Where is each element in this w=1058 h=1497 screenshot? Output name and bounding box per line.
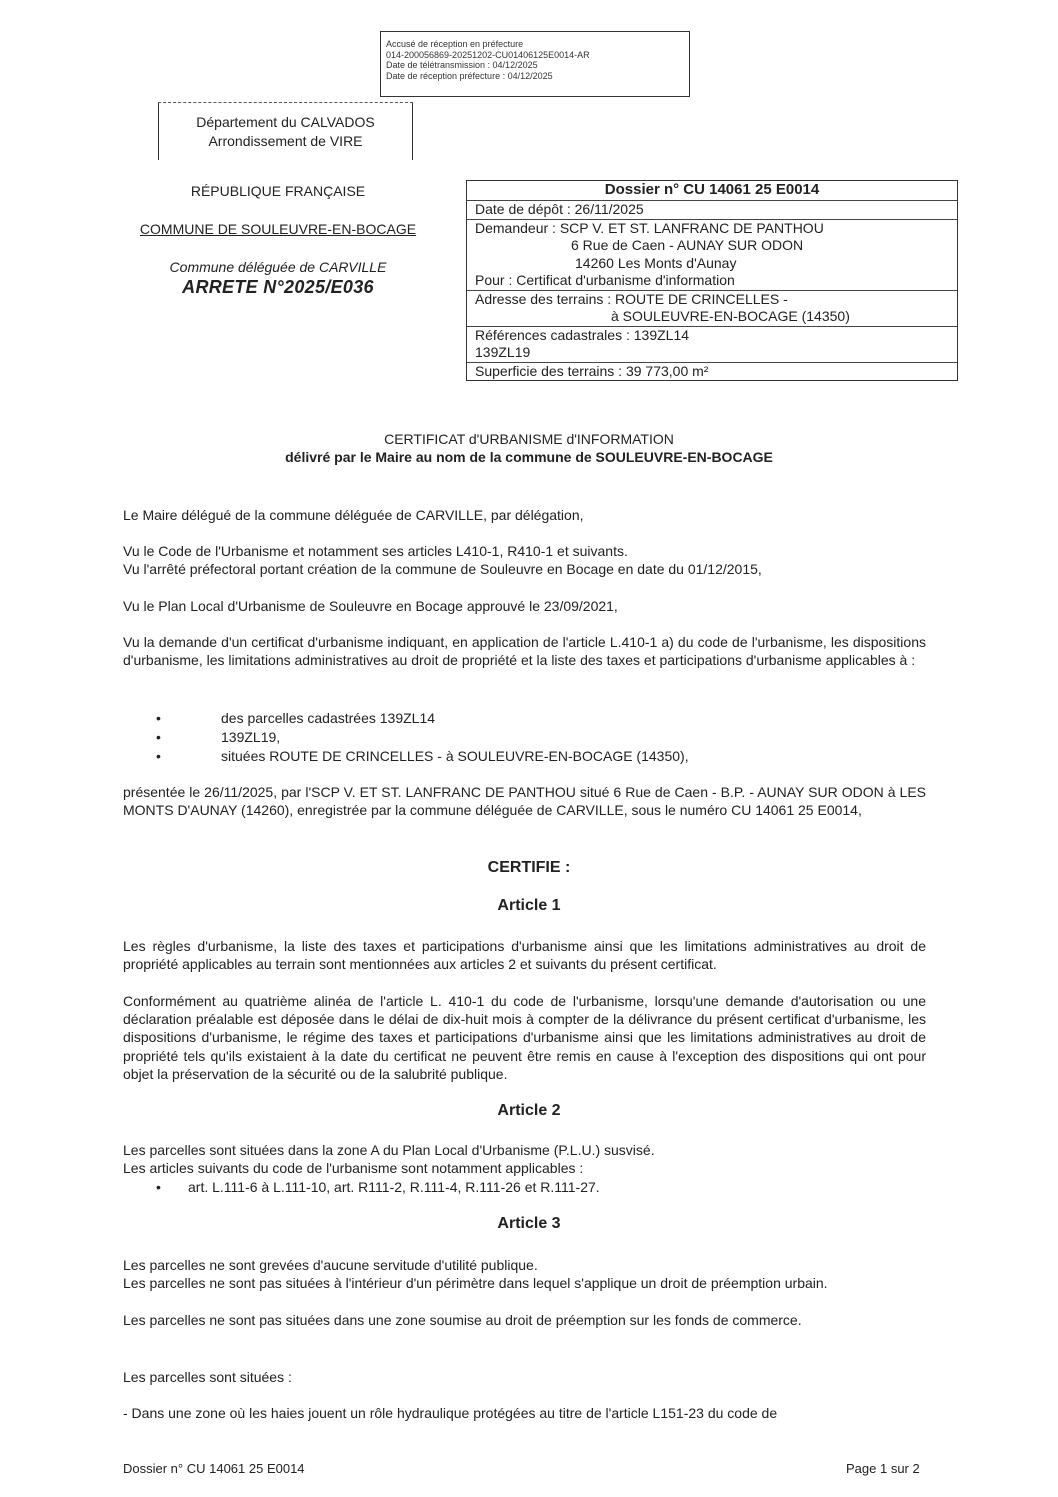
department-name: Département du CALVADOS (196, 114, 375, 130)
references-block (467, 327, 957, 363)
presentee-paragraph: présentée le 26/11/2025, par l'SCP V. ET ST. LANFRANC DE PANTHOU situé 6 Rue de Caen - B.P. - AUNAY SUR ODON à LES MONTS D'AUNAY (14260), enregistrée par la commune déléguée de CARVILLE, sous le numéro CU 14061 25 E0014, (123, 784, 926, 819)
list-item-text: art. L.111-6 à L.111-10, art. R111-2, R.111-4, R.111-26 et R.111-27. (188, 1179, 600, 1195)
vu-paragraph: Vu le Code de l'Urbanisme et notamment ses articles L410-1, R410-1 et suivants. (123, 543, 628, 559)
demandeur-line: 14260 Les Monts d'Aunay (575, 254, 737, 271)
article-1-paragraph: Les règles d'urbanisme, la liste des taxes et participations d'urbanisme ainsi que les limitations administratives au droit de propriété applicables au terrain sont mentionnées aux articles 2 et suivants du présent certificat. (123, 938, 926, 973)
document-subtitle: délivré par le Maire au nom de la commune de SOULEUVRE-EN-BOCAGE (285, 449, 773, 465)
article-3-paragraph: Les parcelles ne sont pas situées dans une zone soumise au droit de préemption sur les fonds de commerce. (123, 1312, 802, 1328)
references-line: 139ZL19 (475, 344, 531, 360)
article-3-paragraph: Les parcelles ne sont pas situées à l'intérieur d'un périmètre dans lequel s'applique un droit de préemption urbain. (123, 1275, 828, 1291)
department-box (158, 102, 413, 160)
list-item-text: des parcelles cadastrées 139ZL14 (221, 710, 436, 726)
haies-paragraph: - Dans une zone où les haies jouent un rôle hydraulique protégées au titre de l'article L151-23 du code de (123, 1405, 778, 1421)
vu-paragraph: Vu la demande d'un certificat d'urbanisme indiquant, en application de l'article L.410-1 a) du code de l'urbanisme, les dispositions d'urbanisme, les limitations administratives au droit de propriété et la liste des taxes et participations d'urbanisme applicables à : (123, 634, 926, 669)
adresse-line: à SOULEUVRE-EN-BOCAGE (14350) (611, 308, 850, 324)
superficie: Superficie des terrains : 39 773,00 m² (475, 362, 709, 379)
maire-paragraph: Le Maire délégué de la commune déléguée de CARVILLE, par délégation, (123, 507, 584, 523)
republic-heading: RÉPUBLIQUE FRANÇAISE (190, 183, 366, 199)
deleguee-heading: Commune déléguée de CARVILLE (169, 259, 387, 275)
article-3-paragraph: Les parcelles ne sont grevées d'aucune servitude d'utilité publique. (123, 1257, 538, 1273)
stamp-line: Accusé de réception en préfecture (386, 39, 524, 49)
demandeur-line: Demandeur : SCP V. ET ST. LANFRANC DE PANTHOU (475, 219, 824, 236)
adresse-line: Adresse des terrains : ROUTE DE CRINCELLES - (475, 290, 788, 307)
date-depot: Date de dépôt : 26/11/2025 (467, 201, 957, 220)
article-1-heading: Article 1 (497, 897, 561, 914)
dossier-box (466, 180, 958, 381)
article-2-paragraph: Les parcelles sont situées dans la zone A du Plan Local d'Urbanisme (P.L.U.) susvisé. (123, 1142, 655, 1158)
dossier-title: Dossier n° CU 14061 25 E0014 (467, 181, 957, 201)
arrondissement-name: Arrondissement de VIRE (208, 133, 363, 149)
bullet-icon: • (156, 748, 161, 764)
prefecture-stamp (380, 31, 690, 97)
article-1-paragraph: Conformément au quatrième alinéa de l'article L. 410-1 du code de l'urbanisme, lorsqu'une demande d'autorisation ou une déclaration préalable est déposée dans le délai de dix-huit mois à compter de la délivrance du présent certificat d'urbanisme, les dispositions d'urbanisme, le régime des taxes et participations d'urbanisme ainsi que les limitations administratives au droit de propriété tels qu'ils existaient à la date du certificat ne peuvent être remis en cause à l'exception des dispositions qui ont pour objet la préservation de la sécurité ou de la salubrité publique. (123, 993, 926, 1082)
adresse-block (467, 291, 957, 327)
stamp-line: Date de télétransmission : 04/12/2025 (386, 60, 538, 70)
arrete-number: ARRETE N°2025/E036 (182, 277, 374, 297)
article-3-heading: Article 3 (497, 1215, 561, 1232)
list-item-text: situées ROUTE DE CRINCELLES - à SOULEUVRE-EN-BOCAGE (14350), (221, 748, 689, 764)
situees-paragraph: Les parcelles sont situées : (123, 1369, 292, 1385)
bullet-icon: • (156, 729, 161, 745)
stamp-line: Date de réception préfecture : 04/12/2025 (386, 70, 553, 81)
commune-heading: COMMUNE DE SOULEUVRE-EN-BOCAGE (139, 221, 417, 237)
article-2-paragraph: Les articles suivants du code de l'urbanisme sont notamment applicables : (123, 1160, 584, 1176)
bullet-icon: • (156, 710, 161, 726)
demandeur-line: 6 Rue de Caen - AUNAY SUR ODON (571, 237, 804, 253)
pour-line: Pour : Certificat d'urbanisme d'information (475, 272, 735, 288)
vu-paragraph: Vu le Plan Local d'Urbanisme de Souleuvre en Bocage approuvé le 23/09/2021, (123, 598, 618, 614)
list-item-text: 139ZL19, (221, 729, 281, 745)
page-number: Page 1 sur 2 (846, 1461, 920, 1476)
bullet-icon: • (156, 1179, 161, 1195)
references-line: Références cadastrales : 139ZL14 (475, 326, 690, 343)
demandeur-block (467, 220, 957, 291)
article-2-heading: Article 2 (497, 1102, 561, 1119)
footer-dossier: Dossier n° CU 14061 25 E0014 (123, 1461, 305, 1476)
stamp-line: 014-200056869-20251202-CU01406125E0014-AR (386, 49, 590, 60)
certifie-heading: CERTIFIE : (487, 859, 571, 876)
vu-paragraph: Vu l'arrêté préfectoral portant création de la commune de Souleuvre en Bocage en date du 01/12/2015, (123, 561, 762, 577)
document-title: CERTIFICAT d'URBANISME d'INFORMATION (384, 431, 674, 447)
